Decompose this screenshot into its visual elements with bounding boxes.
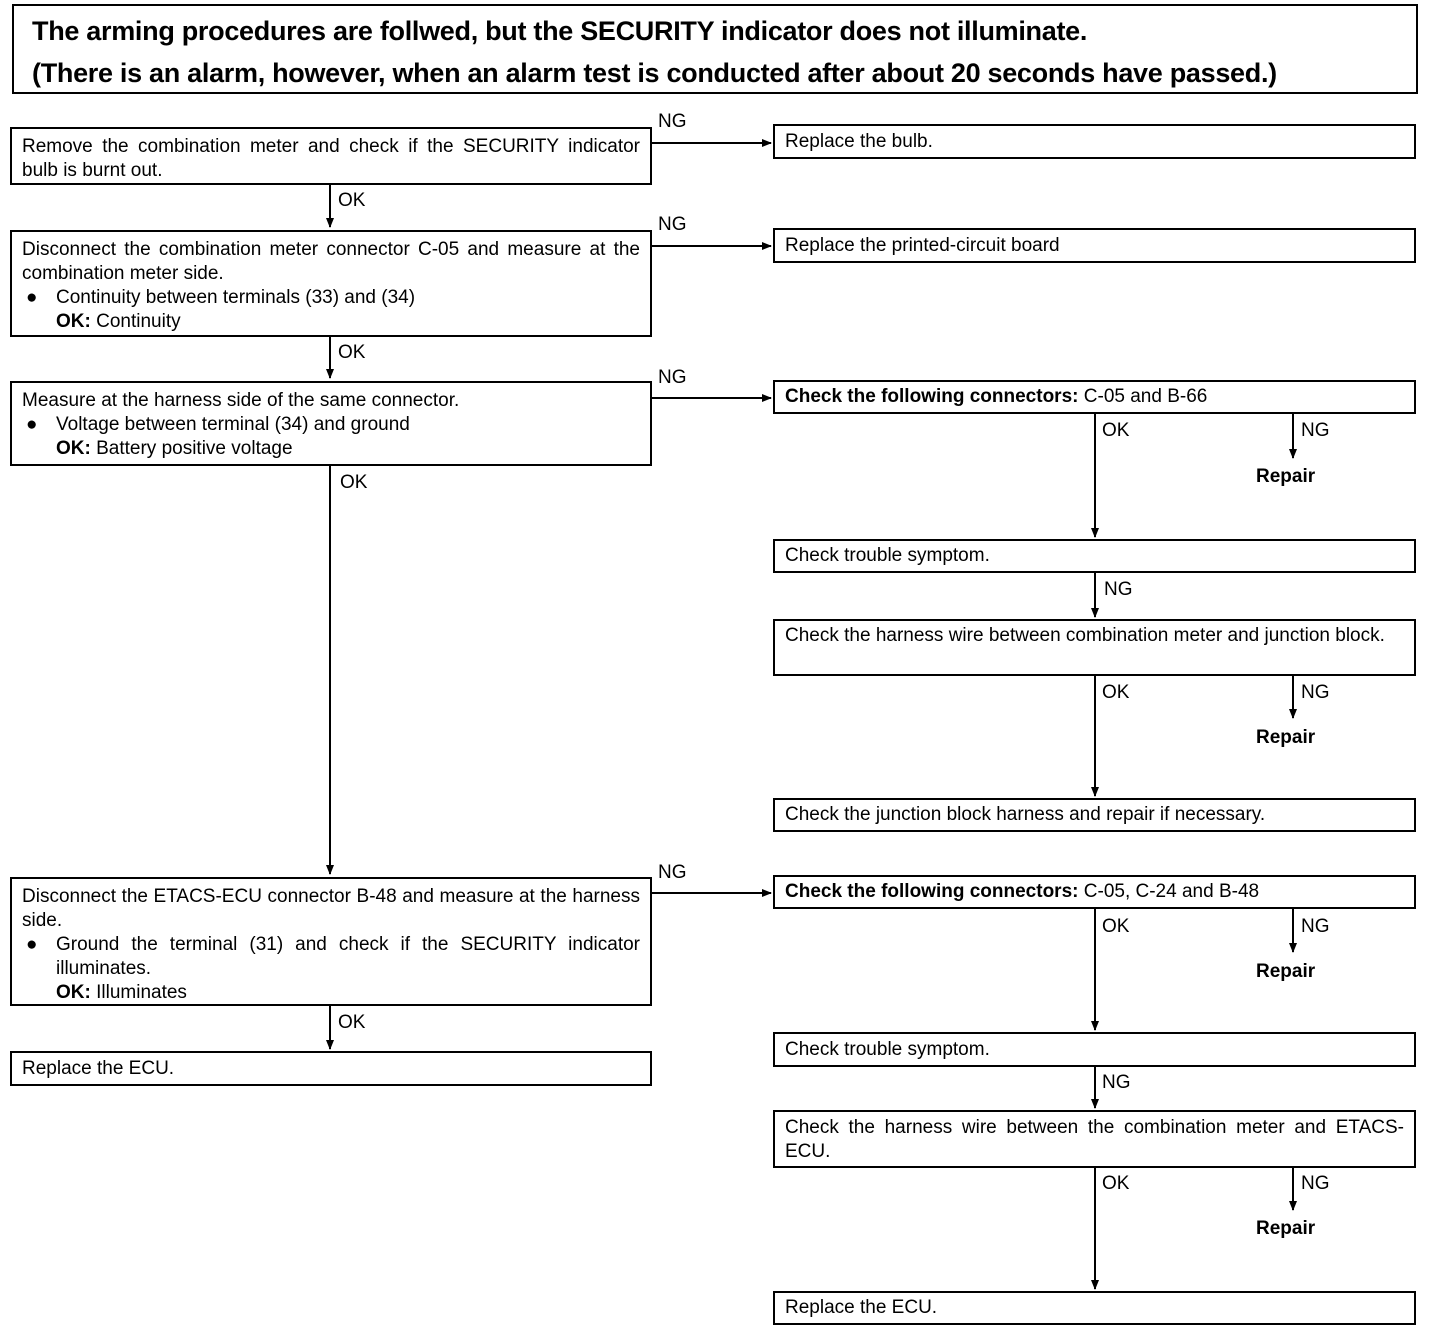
ok-label: OK <box>1102 916 1130 937</box>
step-2-bullet <box>22 286 640 310</box>
action-3-box <box>773 380 1416 414</box>
ok-label: OK <box>338 342 366 363</box>
connector-check-value: C-05, C-24 and B-48 <box>1083 881 1260 902</box>
ok-label: OK <box>338 190 366 211</box>
action-10-box <box>773 1291 1416 1325</box>
step-4-box <box>10 877 652 1006</box>
title-line-2: (There is an alarm, however, when an alarm test is conducted after about 20 seconds have passed.) <box>32 58 1277 88</box>
ok-label: OK <box>338 1012 366 1033</box>
repair-label: Repair <box>1256 466 1316 487</box>
step-4-bullet-text: Ground the terminal (31) and check if the SECURITY indicator illuminates. <box>56 934 640 979</box>
action-2-box <box>773 228 1416 263</box>
action-7-box <box>773 875 1416 909</box>
ng-label: NG <box>1301 1173 1330 1194</box>
ng-label: NG <box>658 111 687 132</box>
action-1-text: Replace the bulb. <box>785 131 933 152</box>
bullet-icon: ● <box>26 934 38 955</box>
step-2-ok <box>22 310 640 334</box>
ok-label: OK <box>1102 1173 1130 1194</box>
action-9-text: Check the harness wire between the combination meter and ETACS-ECU. <box>785 1117 1404 1162</box>
ng-label: NG <box>658 367 687 388</box>
step-4-ok <box>22 981 640 1005</box>
action-6-text: Check the junction block harness and repair if necessary. <box>785 804 1266 825</box>
ng-label: NG <box>1102 1072 1131 1093</box>
title-line-1: The arming procedures are follwed, but the SECURITY indicator does not illuminate. <box>32 16 1088 46</box>
action-4-text: Check trouble symptom. <box>785 545 990 566</box>
ng-label: NG <box>658 862 687 883</box>
connector-check-label: Check the following connectors: <box>785 386 1079 407</box>
step-3-text: Measure at the harness side of the same connector. <box>22 390 460 411</box>
step-3-box <box>10 381 652 466</box>
step-1-box <box>10 127 652 185</box>
ok-criteria-label: OK: <box>56 311 91 332</box>
step-1-text: Remove the combination meter and check if the SECURITY indicator bulb is burnt out. <box>22 136 640 181</box>
step-2-bullet-text: Continuity between terminals (33) and (34) <box>56 287 416 308</box>
step-3-bullet-text: Voltage between terminal (34) and ground <box>56 414 410 435</box>
ok-label: OK <box>340 472 368 493</box>
action-5-text: Check the harness wire between combination meter and junction block. <box>785 625 1385 646</box>
repair-label: Repair <box>1256 961 1316 982</box>
connector-check-value: C-05 and B-66 <box>1083 386 1208 407</box>
step-5-text: Replace the ECU. <box>22 1058 175 1079</box>
step-3-bullet <box>22 413 640 437</box>
step-3-ok <box>22 437 640 461</box>
step-2-box <box>10 230 652 337</box>
ok-criteria-label: OK: <box>56 982 91 1003</box>
ng-label: NG <box>1301 916 1330 937</box>
action-1-box <box>773 124 1416 159</box>
action-5-box <box>773 619 1416 676</box>
action-4-box <box>773 539 1416 573</box>
action-10-text: Replace the ECU. <box>785 1297 938 1318</box>
ok-criteria-value: Battery positive voltage <box>96 438 293 459</box>
ng-label: NG <box>658 214 687 235</box>
step-2-text: Disconnect the combination meter connector C-05 and measure at the combination meter side. <box>22 239 640 284</box>
ok-criteria-value: Continuity <box>96 311 181 332</box>
action-9-box <box>773 1110 1416 1168</box>
step-4-bullet <box>22 933 640 981</box>
repair-label: Repair <box>1256 727 1316 748</box>
action-6-box <box>773 798 1416 832</box>
step-5-box <box>10 1051 652 1086</box>
repair-label: Repair <box>1256 1218 1316 1239</box>
bullet-icon: ● <box>26 287 38 308</box>
connector-check-label: Check the following connectors: <box>785 881 1079 902</box>
ng-label: NG <box>1104 579 1133 600</box>
ok-label: OK <box>1102 682 1130 703</box>
step-4-text: Disconnect the ETACS-ECU connector B-48 and measure at the harness side. <box>22 886 640 931</box>
action-2-text: Replace the printed-circuit board <box>785 235 1060 256</box>
ok-criteria-label: OK: <box>56 438 91 459</box>
ng-label: NG <box>1301 682 1330 703</box>
ng-label: NG <box>1301 420 1330 441</box>
ok-label: OK <box>1102 420 1130 441</box>
ok-criteria-value: Illuminates <box>96 982 187 1003</box>
action-8-text: Check trouble symptom. <box>785 1039 990 1060</box>
action-8-box <box>773 1032 1416 1067</box>
bullet-icon: ● <box>26 414 38 435</box>
